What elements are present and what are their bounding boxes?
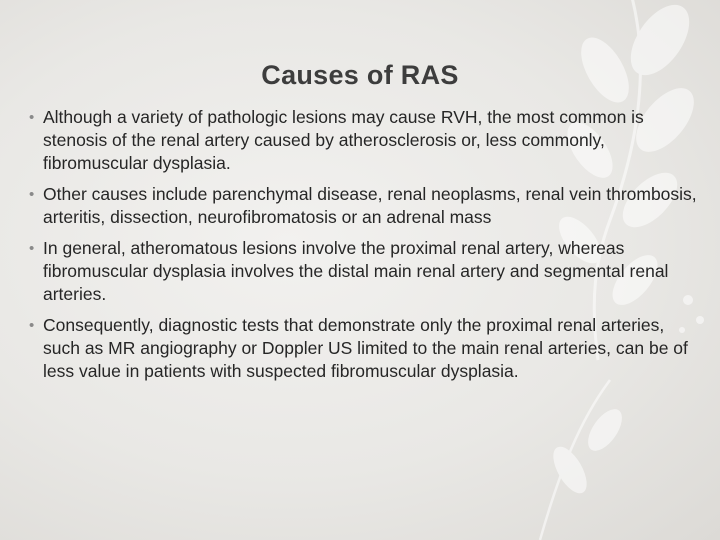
bullet-list (28, 106, 698, 391)
bullet-item: • Although a variety of pathologic lesions may cause RVH, the most common is stenosis of the renal artery caused by atherosclerosis or, less commonly, fibromuscular dysplasia. (28, 106, 698, 175)
bullet-item: • In general, atheromatous lesions involve the proximal renal artery, whereas fibromuscular dysplasia involves the distal main renal artery and segmental renal arteries. (28, 237, 698, 306)
bullet-item: • Other causes include parenchymal disease, renal neoplasms, renal vein thrombosis, arteritis, dissection, neurofibromatosis or an adrenal mass (28, 183, 698, 229)
bullet-item: • Consequently, diagnostic tests that demonstrate only the proximal renal arteries, such as MR angiography or Doppler US limited to the main renal arteries, can be of less value in patients with suspected fibromuscular dysplasia. (28, 314, 698, 383)
slide-title: Causes of RAS (261, 60, 459, 90)
